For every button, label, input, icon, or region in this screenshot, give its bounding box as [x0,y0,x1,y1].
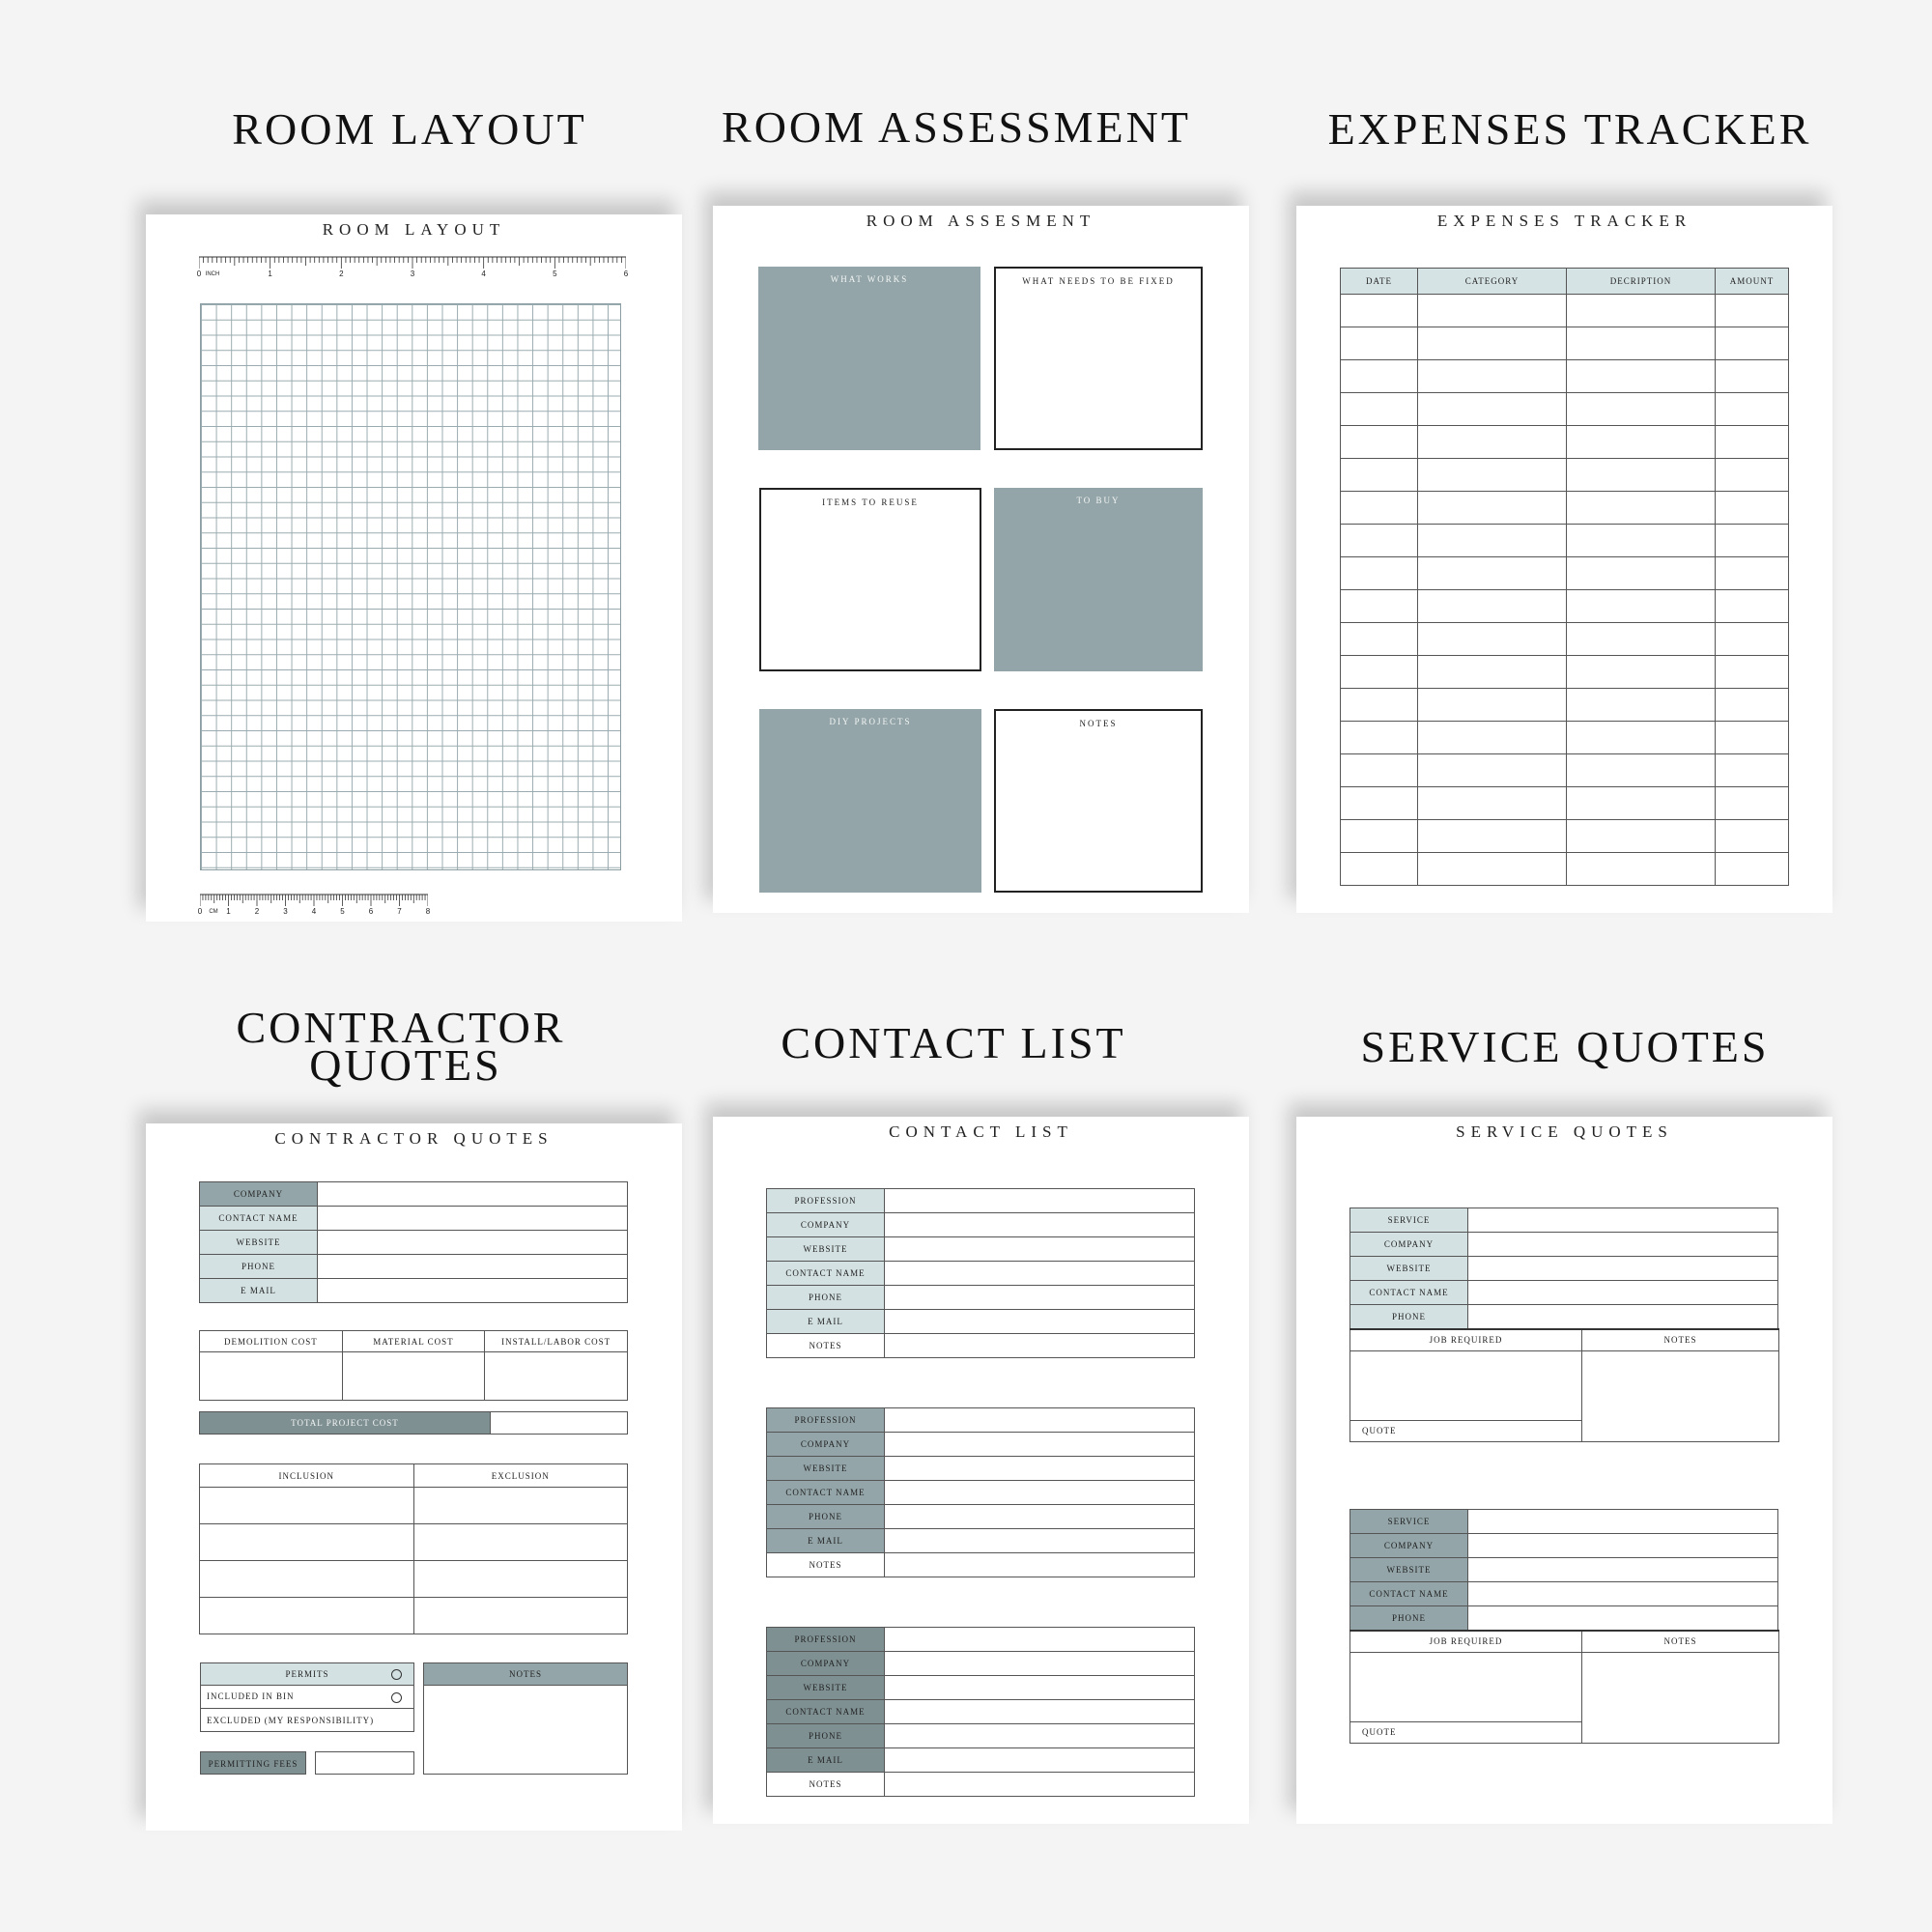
expense-cell[interactable] [1418,393,1567,426]
table-row [1341,557,1789,590]
field-value[interactable] [885,1213,1195,1237]
expense-cell[interactable] [1341,754,1418,787]
field-label: WEBSITE [200,1231,318,1255]
field-label: PHONE [200,1255,318,1279]
cm-ruler [197,893,431,922]
expense-cell[interactable] [1716,820,1789,853]
table-row [1341,722,1789,754]
exclusion-cell[interactable] [413,1561,628,1598]
what-needs-fixed-box[interactable] [994,267,1203,450]
header-service-quotes: SERVICE QUOTES [1360,1022,1770,1071]
expense-cell[interactable] [1418,590,1567,623]
field-value[interactable] [885,1286,1195,1310]
table-row [1341,492,1789,525]
quote-cell[interactable]: QUOTE [1350,1420,1582,1441]
expense-cell[interactable] [1418,557,1567,590]
ruler-number: 1 [226,907,231,916]
field-value[interactable] [885,1433,1195,1457]
expense-cell[interactable] [1716,459,1789,492]
field-value[interactable] [885,1457,1195,1481]
notes-box[interactable] [423,1662,628,1775]
expense-cell[interactable] [1341,853,1418,886]
expense-cell[interactable] [1567,820,1716,853]
material-cost-header: MATERIAL COST [342,1331,485,1352]
field-value[interactable] [885,1505,1195,1529]
expense-cell[interactable] [1716,590,1789,623]
field-value[interactable] [1468,1305,1778,1329]
box-label: DIY PROJECTS [829,717,912,726]
table-row [1341,295,1789,327]
service-info-table [1350,1208,1778,1329]
column-date: DATE [1341,269,1418,295]
contact-card [766,1188,1195,1358]
table-row [1341,393,1789,426]
field-value[interactable] [885,1481,1195,1505]
box-label: TO BUY [1076,496,1121,505]
contractor-quotes-sheet [146,1123,682,1831]
job-required-cell[interactable] [1350,1652,1582,1721]
expense-cell[interactable] [1716,295,1789,327]
expense-cell[interactable] [1341,393,1418,426]
expense-cell[interactable] [1567,656,1716,689]
sheet-title: CONTRACTOR QUOTES [274,1129,554,1148]
excluded-option[interactable]: EXCLUDED (MY RESPONSIBILITY) [207,1716,375,1725]
expense-cell[interactable] [1567,590,1716,623]
field-label: CONTACT NAME [200,1207,318,1231]
field-value[interactable] [1468,1233,1778,1257]
inclusion-exclusion-table [199,1463,628,1634]
contractor-info-table [199,1181,628,1303]
job-table [1350,1630,1779,1744]
expense-cell[interactable] [1716,623,1789,656]
job-required-cell[interactable] [1350,1350,1582,1420]
expense-cell[interactable] [1716,787,1789,820]
expense-cell[interactable] [1567,754,1716,787]
job-required-header: JOB REQUIRED [1350,1329,1582,1350]
expense-cell[interactable] [1716,360,1789,393]
field-value[interactable] [318,1231,628,1255]
expense-cell[interactable] [1341,689,1418,722]
field-label: CONTACT NAME [767,1262,885,1286]
items-to-reuse-box[interactable] [759,488,981,671]
expense-cell[interactable] [1418,327,1567,360]
expense-cell[interactable] [1567,557,1716,590]
expense-cell[interactable] [1341,787,1418,820]
field-label: NOTES [767,1334,885,1358]
ruler-number: 5 [340,907,345,916]
field-label: CONTACT NAME [767,1700,885,1724]
expense-cell[interactable] [1567,689,1716,722]
field-label: COMPANY [767,1652,885,1676]
expense-cell[interactable] [1418,754,1567,787]
header-room-layout: ROOM LAYOUT [232,104,587,154]
field-label: PHONE [767,1724,885,1748]
field-label: PHONE [767,1286,885,1310]
exclusion-cell[interactable] [413,1598,628,1634]
exclusion-header: EXCLUSION [413,1464,628,1488]
box-label: WHAT NEEDS TO BE FIXED [1022,276,1175,286]
expense-cell[interactable] [1341,820,1418,853]
labor-cost-header: INSTALL/LABOR COST [485,1331,628,1352]
field-label: COMPANY [200,1182,318,1207]
expense-cell[interactable] [1341,525,1418,557]
permitting-fees-value[interactable] [315,1751,414,1775]
ruler-number: 0 [197,907,203,916]
ruler-number: 4 [311,907,317,916]
diy-projects-box[interactable] [759,709,981,893]
expense-cell[interactable] [1716,393,1789,426]
quote-cell[interactable]: QUOTE [1350,1721,1582,1743]
field-value[interactable] [1468,1510,1778,1534]
header-contractor-quotes-line2: QUOTES [309,1040,502,1090]
expense-cell[interactable] [1341,656,1418,689]
expense-cell[interactable] [1418,853,1567,886]
demolition-cost-header: DEMOLITION COST [200,1331,343,1352]
expense-cell[interactable] [1418,623,1567,656]
expense-cell[interactable] [1567,295,1716,327]
permits-box [200,1662,414,1732]
ruler-number: 1 [268,270,272,278]
ruler-number: 6 [623,270,629,278]
field-value[interactable] [885,1748,1195,1773]
inclusion-cell[interactable] [200,1488,414,1524]
expense-cell[interactable] [1567,722,1716,754]
field-value[interactable] [885,1262,1195,1286]
field-value[interactable] [885,1553,1195,1577]
field-value[interactable] [885,1676,1195,1700]
contact-card [766,1627,1195,1797]
notes-cell[interactable] [1582,1652,1779,1743]
notes-header: NOTES [1582,1329,1779,1350]
expense-cell[interactable] [1716,722,1789,754]
field-label: E MAIL [767,1310,885,1334]
expense-cell[interactable] [1341,590,1418,623]
expense-cell[interactable] [1341,426,1418,459]
expense-cell[interactable] [1567,393,1716,426]
expense-cell[interactable] [1418,525,1567,557]
header-contact-list: CONTACT LIST [781,1018,1126,1067]
expense-cell[interactable] [1341,295,1418,327]
total-project-cost-row [199,1411,628,1435]
field-label: PROFESSION [767,1408,885,1433]
field-value[interactable] [885,1628,1195,1652]
expense-cell[interactable] [1418,689,1567,722]
total-project-cost-label: TOTAL PROJECT COST [200,1412,490,1434]
table-row [1341,820,1789,853]
field-value[interactable] [1468,1257,1778,1281]
ruler-unit-label: INCH [205,271,220,277]
ruler-number: 5 [553,270,557,278]
table-row [1341,689,1789,722]
field-value[interactable] [885,1237,1195,1262]
field-value[interactable] [885,1189,1195,1213]
field-value[interactable] [318,1279,628,1303]
field-label: NOTES [767,1553,885,1577]
field-label: COMPANY [767,1433,885,1457]
column-description: DECRIPTION [1567,269,1716,295]
drawing-grid[interactable] [200,303,621,870]
permits-label: PERMITS [201,1663,413,1686]
ruler-number: 4 [481,270,486,278]
ruler-number: 8 [425,907,431,916]
field-label: SERVICE [1350,1208,1468,1233]
expenses-tracker-sheet [1296,206,1833,913]
expense-cell[interactable] [1716,426,1789,459]
expense-cell[interactable] [1341,360,1418,393]
table-row [1341,590,1789,623]
field-value[interactable] [1468,1558,1778,1582]
what-works-box[interactable] [758,267,980,450]
table-row [1341,656,1789,689]
expense-cell[interactable] [1716,492,1789,525]
inclusion-header: INCLUSION [200,1464,414,1488]
ruler-number: 6 [368,907,374,916]
table-row [1341,426,1789,459]
cost-table [199,1330,628,1401]
field-label: PHONE [1350,1606,1468,1631]
field-value[interactable] [1468,1534,1778,1558]
table-row [1341,327,1789,360]
service-quotes-sheet [1296,1117,1833,1824]
expense-cell[interactable] [1418,820,1567,853]
field-label: WEBSITE [767,1237,885,1262]
notes-cell[interactable] [1582,1350,1779,1441]
permitting-fees-label: PERMITTING FEES [200,1751,306,1775]
field-value[interactable] [885,1310,1195,1334]
expense-cell[interactable] [1418,459,1567,492]
expense-cell[interactable] [1418,722,1567,754]
field-label: NOTES [767,1773,885,1797]
field-label: CONTACT NAME [1350,1281,1468,1305]
labor-cost-value[interactable] [485,1352,628,1401]
field-label: COMPANY [767,1213,885,1237]
expense-cell[interactable] [1418,426,1567,459]
expense-cell[interactable] [1341,327,1418,360]
sheet-title: ROOM ASSESMENT [866,212,1096,230]
field-label: COMPANY [1350,1233,1468,1257]
field-value[interactable] [885,1334,1195,1358]
expense-cell[interactable] [1341,492,1418,525]
demolition-cost-value[interactable] [200,1352,343,1401]
field-label: CONTACT NAME [1350,1582,1468,1606]
expense-cell[interactable] [1567,853,1716,886]
field-label: E MAIL [767,1529,885,1553]
field-value[interactable] [885,1652,1195,1676]
ruler-number: 3 [410,270,415,278]
ruler-number: 3 [283,907,288,916]
expense-cell[interactable] [1716,689,1789,722]
ruler-unit-label: CM [209,909,218,915]
column-category: CATEGORY [1418,269,1567,295]
contact-card [766,1407,1195,1577]
expense-cell[interactable] [1418,787,1567,820]
expense-cell[interactable] [1567,525,1716,557]
box-label: WHAT WORKS [830,274,909,284]
to-buy-box[interactable] [994,488,1203,671]
expense-cell[interactable] [1567,360,1716,393]
material-cost-value[interactable] [342,1352,485,1401]
radio-circle-icon[interactable] [391,1669,402,1680]
notes-box[interactable] [994,709,1203,893]
room-assessment-sheet [713,206,1249,913]
inclusion-cell[interactable] [200,1524,414,1561]
table-row [1341,360,1789,393]
expense-cell[interactable] [1716,754,1789,787]
field-label: SERVICE [1350,1510,1468,1534]
field-label: PHONE [767,1505,885,1529]
header-contractor-quotes-line1: CONTRACTOR [236,1003,566,1052]
table-row [1341,525,1789,557]
sheet-title: ROOM LAYOUT [322,220,506,239]
expense-cell[interactable] [1341,459,1418,492]
expense-cell[interactable] [1418,492,1567,525]
field-label: PHONE [1350,1305,1468,1329]
field-value[interactable] [885,1529,1195,1553]
expense-cell[interactable] [1341,623,1418,656]
sheet-title: EXPENSES TRACKER [1436,212,1692,230]
expense-cell[interactable] [1716,656,1789,689]
field-value[interactable] [885,1773,1195,1797]
expense-cell[interactable] [1567,327,1716,360]
ruler-number: 2 [254,907,260,916]
inclusion-cell[interactable] [200,1561,414,1598]
field-label: E MAIL [200,1279,318,1303]
table-row [1341,853,1789,886]
header-room-assessment: ROOM ASSESSMENT [722,102,1191,152]
field-value[interactable] [318,1207,628,1231]
column-amount: AMOUNT [1716,269,1789,295]
table-row [1341,754,1789,787]
box-label: ITEMS TO REUSE [822,497,919,507]
field-label: WEBSITE [767,1457,885,1481]
field-value[interactable] [1468,1281,1778,1305]
table-row [1341,459,1789,492]
total-project-cost-value[interactable] [490,1412,627,1434]
service-quote-card [1350,1208,1778,1442]
expense-cell[interactable] [1567,623,1716,656]
notes-header: NOTES [1582,1631,1779,1652]
expense-cell[interactable] [1716,327,1789,360]
field-label: WEBSITE [1350,1257,1468,1281]
job-table [1350,1328,1779,1442]
table-row [1341,787,1789,820]
expense-cell[interactable] [1341,722,1418,754]
expense-cell[interactable] [1716,853,1789,886]
sheet-title: CONTACT LIST [889,1122,1073,1141]
field-label: E MAIL [767,1748,885,1773]
expense-cell[interactable] [1716,557,1789,590]
room-layout-sheet [146,214,682,922]
service-quote-card [1350,1509,1778,1744]
field-value[interactable] [885,1700,1195,1724]
field-value[interactable] [318,1255,628,1279]
field-label: PROFESSION [767,1628,885,1652]
field-label: WEBSITE [767,1676,885,1700]
field-label: WEBSITE [1350,1558,1468,1582]
ruler-number: 2 [339,270,344,278]
expense-cell[interactable] [1567,459,1716,492]
sheet-title: SERVICE QUOTES [1456,1122,1673,1141]
exclusion-cell[interactable] [413,1524,628,1561]
ruler-number: 0 [196,270,202,278]
expense-cell[interactable] [1418,656,1567,689]
expense-cell[interactable] [1716,525,1789,557]
header-expenses-tracker: EXPENSES TRACKER [1327,104,1812,154]
field-label: PROFESSION [767,1189,885,1213]
job-required-header: JOB REQUIRED [1350,1631,1582,1652]
expense-cell[interactable] [1567,426,1716,459]
expenses-table [1340,268,1789,886]
field-value[interactable] [1468,1582,1778,1606]
expense-cell[interactable] [1418,360,1567,393]
ruler-number: 7 [397,907,402,916]
box-label: NOTES [1079,719,1118,728]
field-value[interactable] [885,1408,1195,1433]
included-in-bin-option[interactable]: INCLUDED IN BIN [201,1686,413,1709]
inclusion-cell[interactable] [200,1598,414,1634]
field-label: CONTACT NAME [767,1481,885,1505]
field-label: COMPANY [1350,1534,1468,1558]
inch-ruler [196,255,629,284]
service-info-table [1350,1509,1778,1631]
field-value[interactable] [1468,1606,1778,1631]
field-value[interactable] [885,1724,1195,1748]
field-value[interactable] [318,1182,628,1207]
table-row [1341,623,1789,656]
exclusion-cell[interactable] [413,1488,628,1524]
expense-cell[interactable] [1341,557,1418,590]
radio-circle-icon[interactable] [391,1692,402,1703]
expense-cell[interactable] [1567,787,1716,820]
contact-list-sheet [713,1117,1249,1824]
expense-cell[interactable] [1567,492,1716,525]
notes-label: NOTES [424,1663,627,1686]
expense-cell[interactable] [1418,295,1567,327]
field-value[interactable] [1468,1208,1778,1233]
